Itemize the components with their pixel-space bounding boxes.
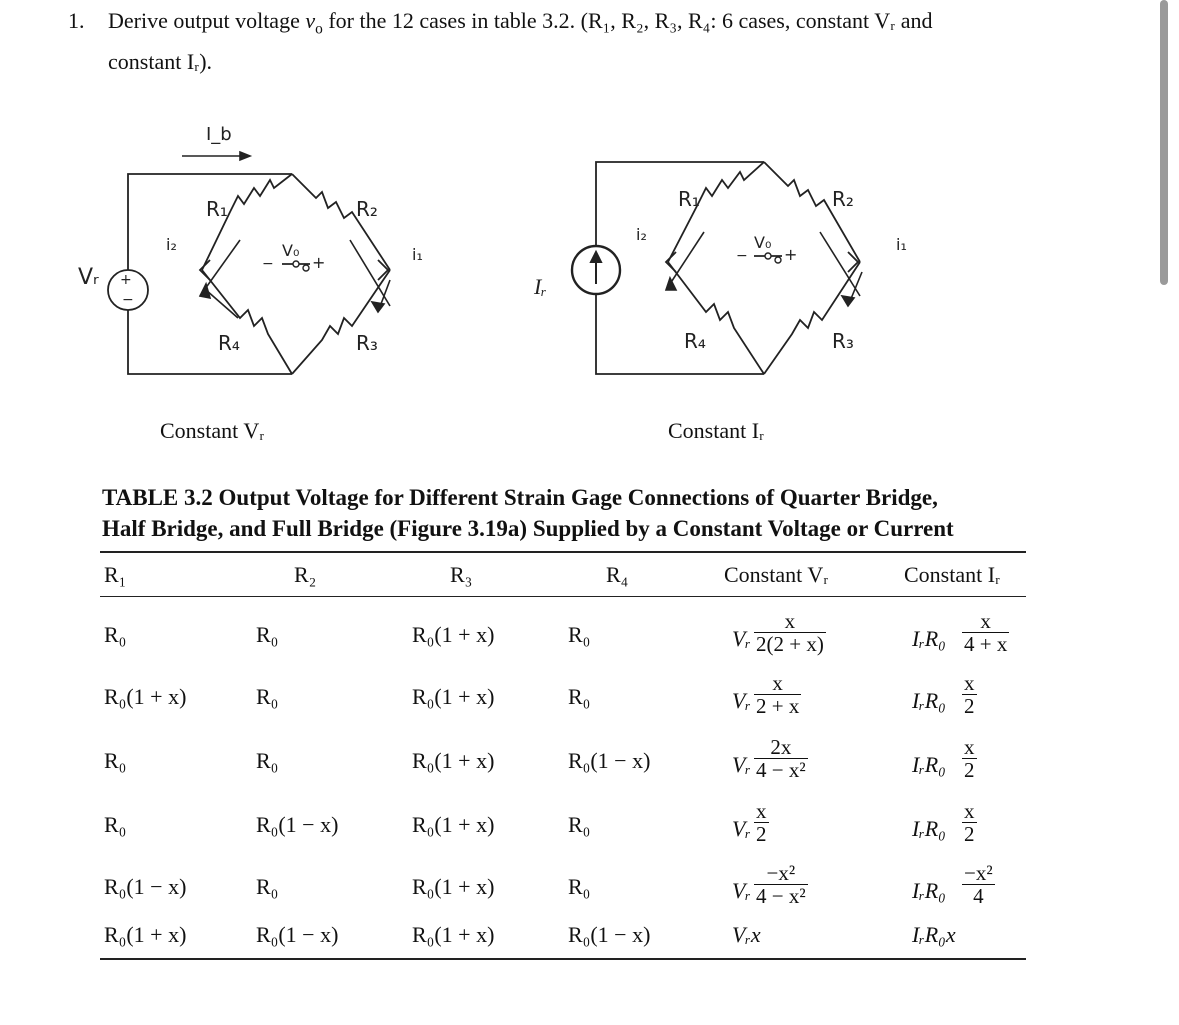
table-header-r3: R₃ [450,562,473,587]
table-cell-r3: R₀(1 + x) [412,812,495,837]
table-cell-ir-coefficient: IᵣR₀ [912,752,946,777]
table-cell-ir-coefficient: IᵣR₀ [912,626,946,651]
svg-text:−: − [736,248,748,264]
bridge-diagram-right [520,100,960,400]
fraction-denominator: 4 [962,884,995,907]
table-cell-ir-coefficient: IᵣR₀ [912,816,946,841]
label-r2-right: R₂ [832,187,854,211]
table-cell-r3: R₀(1 + x) [412,922,495,947]
table-cell-r1: R₀ [104,748,127,773]
label-r4-right: R₄ [684,329,706,353]
table-cell-r2: R₀ [256,684,279,709]
table-cell-r2: R₀(1 − x) [256,922,339,947]
fraction-numerator: −x² [766,861,796,885]
fraction-denominator: 2 + x [756,694,800,718]
table-cell-r1: R₀(1 − x) [104,874,187,899]
table-cell-ir-fraction [962,672,977,717]
table-cell-ir-coefficient: IᵣR₀ [912,688,946,713]
table-cell-r3: R₀(1 + x) [412,684,495,709]
table-cell-vr-fraction [754,672,801,717]
table-cell-r2: R₀(1 − x) [256,812,339,837]
table-cell-vr-coefficient: Vᵣ [732,626,751,651]
table-cell-r4: R₀(1 − x) [568,922,651,947]
table-header-constant-ir: Constant Iᵣ [904,562,1001,587]
fraction-numerator: x [964,671,975,695]
table-rule-bottom [100,958,1026,960]
fraction-denominator: 2 [964,822,975,846]
table-cell-vr-fraction [754,610,826,655]
table-header-r2: R₂ [294,562,317,587]
fraction-denominator: 2(2 + x) [756,632,824,656]
table-title [102,482,1032,544]
table-cell-ir-fraction [962,800,977,845]
table-cell-vr-coefficient: Vᵣ [732,752,751,777]
label-r3: R₃ [356,331,378,355]
fraction-numerator: x [784,609,796,633]
label-i2: i₂ [166,235,177,254]
fraction-numerator: −x² [964,861,993,885]
table-cell-r1: R₀(1 + x) [104,922,187,947]
label-i1: i₁ [412,245,423,264]
label-i2-right: i₂ [636,225,647,244]
fraction-numerator: x [756,799,767,823]
table-rule-top [100,551,1026,553]
fraction-denominator: 4 − x² [756,758,806,782]
svg-text:+: + [784,245,798,264]
table-cell-vr-fraction [754,736,808,781]
table-cell-r4: R₀(1 − x) [568,748,651,773]
fraction-numerator: 2x [770,735,792,759]
caption-constant-current: Constant Iᵣ [668,418,765,443]
table-cell-r4: R₀ [568,874,591,899]
bridge-figure-constant-current [520,100,960,400]
fraction-numerator: x [964,799,975,823]
problem-text-line1: for the 12 cases in table 3.2. (R₁, R₂, R₃, R₄: 6 cases, constant Vᵣ and [328,8,933,33]
problem-text-line2: constant Iᵣ). [108,49,213,74]
table-cell-vr-coefficient: Vᵣ [732,878,751,903]
svg-text:+: + [120,272,132,288]
source-label: Vᵣ [78,265,99,290]
table-cell-r2: R₀ [256,874,279,899]
problem-number: 1. [68,8,85,33]
fraction-numerator: x [772,671,783,695]
table-cell-vr-coefficient: Vᵣ [732,816,751,841]
label-r1-right: R₁ [678,187,700,211]
table-cell-r4: R₀ [568,622,591,647]
label-r1: R₁ [206,197,228,221]
label-ib: I_b [206,124,232,145]
table-cell-r2: R₀ [256,622,279,647]
table-cell-vr-coefficient: Vᵣx [732,922,761,947]
label-r2: R₂ [356,197,378,221]
table-cell-r3: R₀(1 + x) [412,748,495,773]
table-cell-r4: R₀ [568,812,591,837]
caption-constant-voltage: Constant Vᵣ [160,418,265,443]
table-cell-ir-coefficient: IᵣR₀ [912,878,946,903]
table-cell-ir-fraction [962,610,1009,655]
table-cell-vr-fraction [754,800,769,845]
table-cell-ir-fraction [962,736,977,781]
table-cell-r1: R₀ [104,622,127,647]
bridge-diagram-left [60,100,430,400]
table-cell-r3: R₀(1 + x) [412,874,495,899]
fraction-denominator: 4 − x² [756,884,806,908]
table-cell-ir-fraction [962,862,995,907]
scrollbar[interactable] [1160,0,1168,285]
table-cell-r2: R₀ [256,748,279,773]
table-cell-ir-coefficient: IᵣR₀x [912,922,956,947]
label-vo-right: V₀ [754,233,772,252]
table-cell-vr-fraction [754,862,808,907]
svg-text:−: − [262,256,274,272]
label-r3-right: R₃ [832,329,854,353]
bridge-figure-constant-voltage [60,100,430,400]
table-rule-header [100,596,1026,597]
label-vo: V₀ [282,241,300,260]
table-cell-r1: R₀(1 + x) [104,684,187,709]
table-cell-r3: R₀(1 + x) [412,622,495,647]
fraction-denominator: 4 + x [964,632,1008,656]
label-r4: R₄ [218,331,240,355]
table-header-r1: R₁ [104,562,127,587]
fraction-denominator: 2 [964,758,975,782]
fraction-denominator: 2 [756,822,767,846]
fraction-numerator: x [980,609,991,633]
table-cell-r4: R₀ [568,684,591,709]
problem-text: Derive output voltage $v_o$ for the 12 cases in table 3.2. (R₁, R₂, R₃, R₄: 6 cases, constant Vᵣ and [108,8,933,38]
fraction-denominator: 2 [964,694,975,718]
table-header-r4: R₄ [606,562,629,587]
source-label-right: Iᵣ [534,274,547,299]
table-title-line1: TABLE 3.2 Output Voltage for Different Strain Gage Connections of Quarter Bridge, [102,485,938,510]
svg-text:−: − [122,292,134,308]
table-header-constant-vr: Constant Vᵣ [724,562,829,587]
table-cell-vr-coefficient: Vᵣ [732,688,751,713]
table-title-line2: Half Bridge, and Full Bridge (Figure 3.19a) Supplied by a Constant Voltage or Current [102,516,954,541]
svg-text:+: + [312,253,326,272]
table-cell-r1: R₀ [104,812,127,837]
fraction-numerator: x [964,735,975,759]
label-i1-right: i₁ [896,235,907,254]
